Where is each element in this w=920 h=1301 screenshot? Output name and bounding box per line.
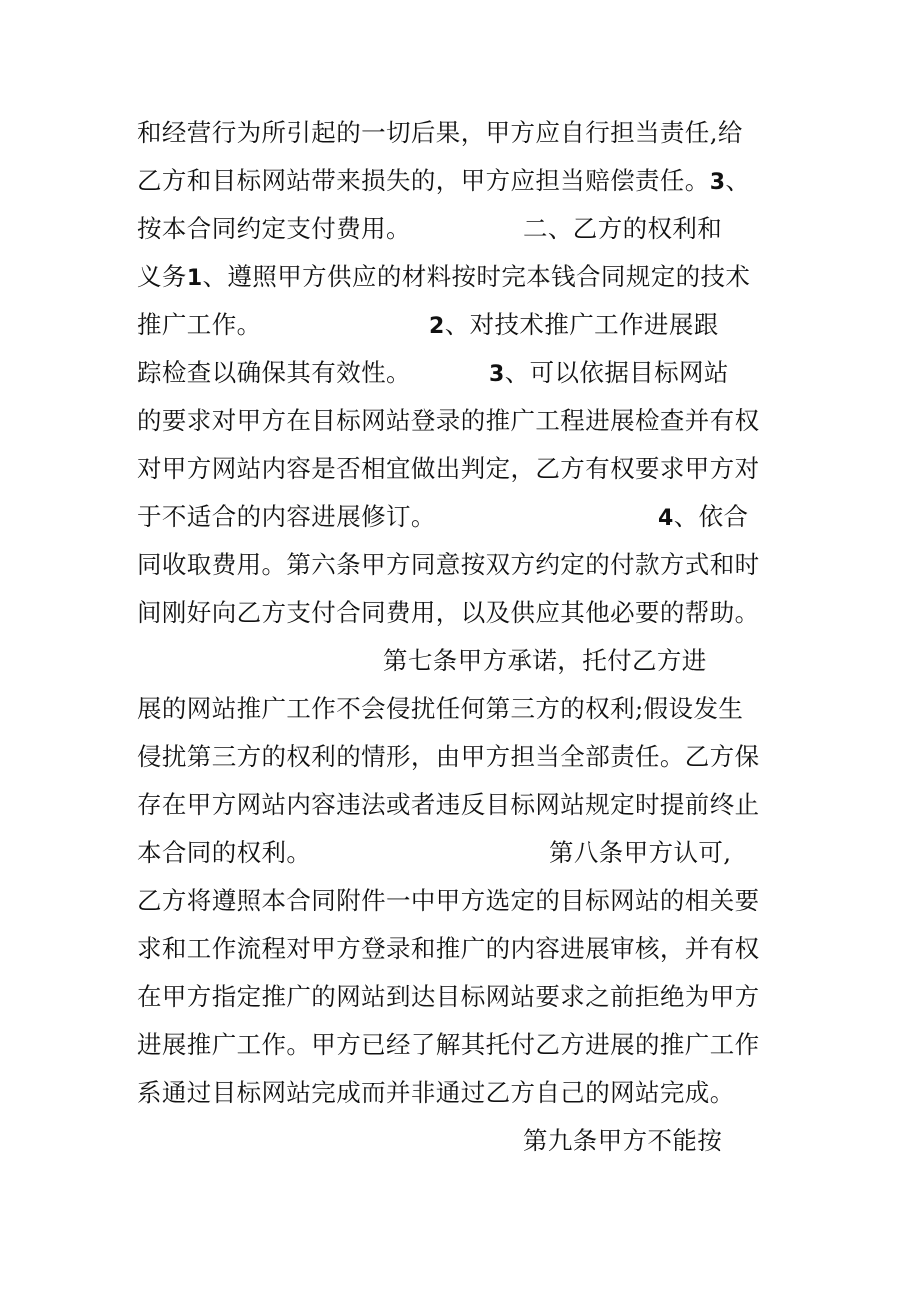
line-tail: 、 xyxy=(725,166,751,195)
text-line-2 xyxy=(137,157,750,205)
article-nine-heading xyxy=(523,1117,722,1165)
text-line-10 xyxy=(137,541,760,589)
text-line-16 xyxy=(137,829,311,877)
text-line-9-right xyxy=(658,493,748,541)
text-line-19 xyxy=(137,973,760,1021)
line-text: 进展推广工作。甲方已经了解其托付乙方进展的推广工作 xyxy=(137,1030,760,1059)
line-text: 踪检查以确保其有效性。 xyxy=(137,358,411,387)
line-text: 求和工作流程对甲方登录和推广的内容进展审核，并有权 xyxy=(137,934,760,963)
line-text: 侵扰第三方的权利的情形，由甲方担当全部责任。乙方保 xyxy=(137,742,760,771)
line-tail: 、遵照甲方供应的材料按时完本钱合同规定的技术 xyxy=(202,262,751,291)
clause-number: 3 xyxy=(489,362,505,387)
text-line-21 xyxy=(137,1069,735,1117)
line-text: 乙方将遵照本合同附件一中甲方选定的目标网站的相关要 xyxy=(137,886,760,915)
text-line-5 xyxy=(137,301,262,349)
text-line-11 xyxy=(137,589,760,637)
clause-number: 4 xyxy=(658,506,674,531)
text-line-15 xyxy=(137,781,760,829)
section-heading-text: 二、乙方的权利和 xyxy=(523,214,723,243)
line-text: 和经营行为所引起的一切后果，甲方应自行担当责任,给 xyxy=(137,118,743,147)
line-text: 按本合同约定支付费用。 xyxy=(137,214,411,243)
section-heading-2 xyxy=(523,205,722,253)
line-tail: 、依合 xyxy=(673,502,749,531)
line-text: 第七条甲方承诺，托付乙方进 xyxy=(383,646,707,675)
text-line-1 xyxy=(137,109,743,157)
article-seven-heading xyxy=(383,637,707,685)
line-tail: 、对技术推广工作进展跟 xyxy=(444,310,719,339)
line-text: 系通过目标网站完成而并非通过乙方自己的网站完成。 xyxy=(137,1078,735,1107)
line-text: 于不适合的内容进展修订。 xyxy=(137,502,436,531)
line-text: 推广工作。 xyxy=(137,310,262,339)
line-text: 乙方和目标网站带来损失的，甲方应担当赔偿责任。 xyxy=(137,166,710,195)
text-line-4 xyxy=(137,253,750,301)
line-text: 在甲方指定推广的网站到达目标网站要求之前拒绝为甲方 xyxy=(137,982,760,1011)
text-line-6-right xyxy=(489,349,729,397)
line-text: 同收取费用。第六条甲方同意按双方约定的付款方式和时 xyxy=(137,550,760,579)
clause-number: 2 xyxy=(429,314,445,339)
text-line-13 xyxy=(137,685,743,733)
clause-number: 1 xyxy=(186,266,203,291)
section-heading-text: 第八条甲方认可, xyxy=(549,838,732,867)
text-line-7 xyxy=(137,397,760,445)
line-text: 第九条甲方不能按 xyxy=(523,1126,723,1155)
line-tail: 、可以依据目标网站 xyxy=(504,358,729,387)
line-text: 间刚好向乙方支付合同费用，以及供应其他必要的帮助。 xyxy=(137,598,760,627)
text-line-20 xyxy=(137,1021,760,1069)
text-line-9 xyxy=(137,493,436,541)
line-text: 的要求对甲方在目标网站登录的推广工程进展检查并有权 xyxy=(137,406,760,435)
text-line-5-right xyxy=(429,301,719,349)
line-text: 义务 xyxy=(137,262,187,291)
text-line-6 xyxy=(137,349,411,397)
text-line-18 xyxy=(137,925,760,973)
text-line-14 xyxy=(137,733,760,781)
line-text: 本合同的权利。 xyxy=(137,838,312,867)
article-eight-heading xyxy=(549,829,732,877)
line-text: 展的网站推广工作不会侵扰任何第三方的权利;假设发生 xyxy=(137,694,744,723)
text-line-3 xyxy=(137,205,411,253)
line-text: 存在甲方网站内容违法或者违反目标网站规定时提前终止 xyxy=(137,790,760,819)
text-line-17 xyxy=(137,877,760,925)
clause-number: 3 xyxy=(709,170,726,195)
line-text: 对甲方网站内容是否相宜做出判定，乙方有权要求甲方对 xyxy=(137,454,760,483)
text-line-8 xyxy=(137,445,760,493)
